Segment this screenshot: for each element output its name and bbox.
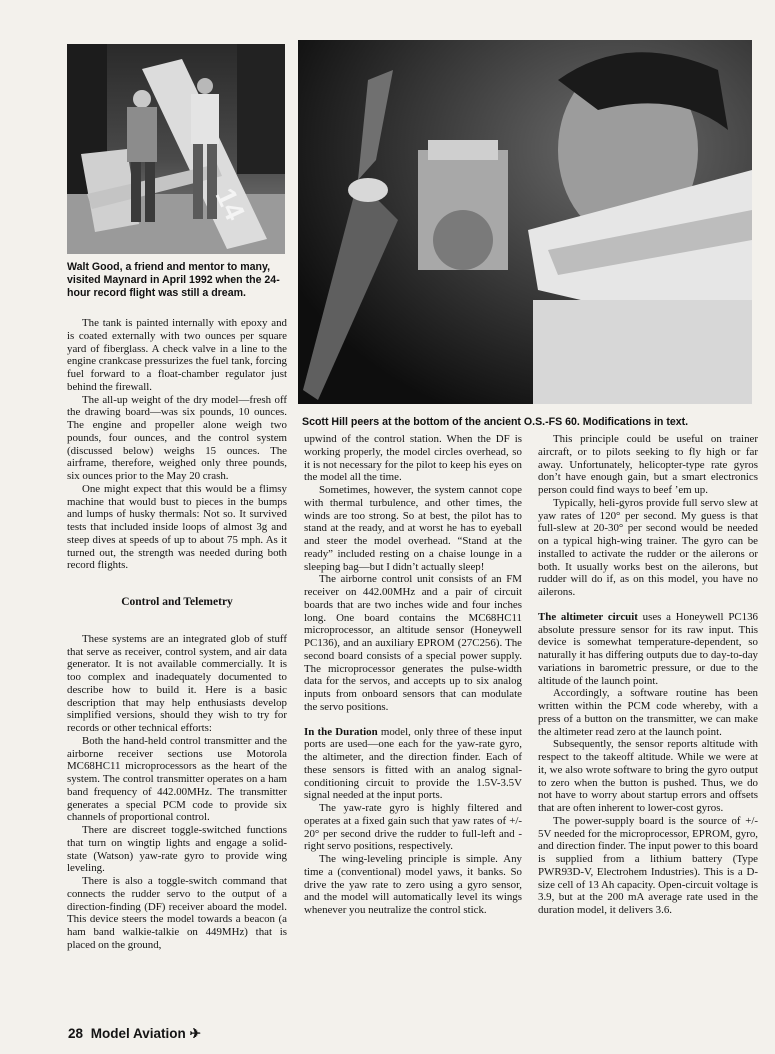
col1-paragraph: The tank is painted internally with epoxy and is coated externally with two ounces per square yard of fiberglass. A check valve in a line to the engine crankcase pressurizes the fuel tank, forcing fuel forward to a float-chamber regulator just behind the firewall.: [67, 317, 287, 393]
section-heading: Control and Telemetry: [121, 596, 233, 608]
col1-paragraph: The all-up weight of the dry model—fresh off the drawing board—was six pounds, 10 ounces. The engine and propeller alone weigh two pounds, four ounces, and the control system (discussed below) weighs 15 ounces. The airframe, therefore, weighed only three pounds, six ounces prior to the May 20 crash.: [67, 393, 287, 482]
col2-text: model, only three of these input ports are used—one each for the yaw-rate gyro, the altimeter, and the direction finder. Each of these sensors is fitted with an analog signal-conditioning circuit to provide the 1.5V-3.5V signal needed at the input ports.: [304, 725, 522, 802]
col3-text: uses a Honeywell PC136 absolute pressure sensor for its raw input. This device is somewhat temperature-dependent, so naturally it has differing outputs due to day-to-day variations in barometric pressure, or due to the altitude of the launch point.: [538, 610, 758, 687]
col1-paragraph: There is also a toggle-switch command that connects the rudder servo to the output of a direction-finding (DF) receiver aboard the model. This device steers the model towards a beacon (a ham band walkie-talkie on 449MHz) that is placed on the ground,: [67, 875, 287, 951]
photo-scott-hill-image: [298, 40, 752, 404]
page-number: 28: [68, 1026, 84, 1041]
col1-paragraph: One might expect that this would be a flimsy machine that would bust to pieces in the bumps and lumps of husky thermals: Not so. It survived tests that included inside loops of almost 3g and steep dives at speeds of up to about 75 mph. As it turned out, the strength was needed during both record flights.: [67, 482, 287, 572]
col2-paragraph: The wing-leveling principle is simple. Any time a (conventional) model yaws, it banks. So drive the yaw rate to zero using a gyro sensor, and the model will automatically level its wings whenever you neutralize the control stick.: [304, 853, 522, 916]
col3-paragraph: Typically, heli-gyros provide full servo slew at yaw rates of 120° per second. My guess is that full-slew at 20-30° per second would be needed on a typical high-wing trainer. The gyro can be installed to activate the rudder or the ailerons or both. It usually works best on the ailerons, but rudder will do if, as on this model, you have no ailerons.: [538, 496, 758, 598]
photo-walt-good: [67, 44, 285, 254]
col1-paragraph: Both the hand-held control transmitter and the airborne receiver sections use Motorola MC68HC11 microprocessors as the heart of the system. The control transmitter operates on a ham band frequency of 442.00MHz. The transmitter generates a special PCM code to provide six channels of proportional control.: [67, 734, 287, 824]
photo-walt-good-image: [67, 44, 285, 254]
page-footer: [68, 1026, 201, 1042]
col2-paragraph: Sometimes, however, the system cannot cope with thermal turbulence, and other times, the winds are too strong. So at best, the pilot has to stand at the ready, and at worst he has to eyeball and steer the model overhead. “Stand at the ready” included resting on a chaise lounge in a sleeping bag—but I didn’t actually sleep!: [304, 484, 522, 573]
col3-paragraph: Subsequently, the sensor reports altitude with respect to the takeoff altitude. While we were at it, we also wrote software to bring the gyro output to zero when the button is pushed. Thus, we do not have to worry about startup errors and offsets that are often inherent to lower-cost gyros.: [538, 738, 758, 814]
col1-paragraph: There are discreet toggle-switched functions that turn on wingtip lights and engage a solid-state (Watson) yaw-rate gyro to provide wing leveling.: [67, 824, 287, 875]
col2-paragraph: The yaw-rate gyro is highly filtered and operates at a fixed gain such that yaw rates of +/- 20° per second drive the rudder to full-left and -right servo positions, respectively.: [304, 802, 522, 853]
col3-paragraph: This principle could be useful on trainer aircraft, or to pilots seeking to fly high or far away. Unfortunately, helicopter-type rate gyros don’t have enough gain, but a smart electronics person could find ways to beef ’em up.: [538, 433, 758, 496]
column-1: [67, 317, 287, 952]
col1-paragraph: These systems are an integrated glob of stuff that serve as receiver, control system, and air data generator. It is not available commercially. It is too complex and inadequately documented to describe how to build it. Here is a basic description that may help enthusiasts develop simplified versions, should they wish to try for records or other technical efforts:: [67, 632, 287, 734]
caption-walt-good: Walt Good, a friend and mentor to many, visited Maynard in April 1992 when the 24-hour record flight was still a dream.: [67, 261, 280, 299]
magazine-name: Model Aviation: [90, 1026, 186, 1041]
col3-paragraph: The power-supply board is the source of +/- 5V needed for the microprocessor, EPROM, gyro, and direction finder. The input power to this board is supplied from a lithium battery (Type PWR93D-V, Electrohem Industries). This is a D-size cell of 13 Ah capacity. Open-circuit voltage is 3.9, but at the 200 mA average rate used in the duration model, it delivers 3.6.: [538, 814, 758, 916]
caption-scott-hill: Scott Hill peers at the bottom of the ancient O.S.-FS 60. Modifications in text.: [302, 416, 689, 428]
airplane-number: 14: [209, 183, 251, 225]
col2-lead: In the Duration: [304, 725, 378, 738]
col3-paragraph: Accordingly, a software routine has been written within the PCM code whereby, with a press of a button on the transmitter, we can make the altimeter read zero at the launch point.: [538, 687, 758, 738]
col3-paragraph: [538, 611, 758, 688]
col2-paragraph: [304, 726, 522, 803]
column-2: [304, 433, 522, 917]
col2-paragraph: The airborne control unit consists of an FM receiver on 442.00MHz and a pair of circuit boards that are two inches wide and four inches long. One board contains the MC68HC11 microprocessor, an altitude sensor (Honeywell PC136), and an auxiliary EPROM (27C256). The second board consists of a special power supply. The microprocessor generates the pulse-width data for the servos, and accepts up to six analog inputs from onboard sensors that can modulate the servo positions.: [304, 573, 522, 713]
column-3: [538, 433, 758, 917]
photo-scott-hill: [298, 40, 752, 404]
col3-lead: The altimeter circuit: [538, 610, 638, 623]
airplane-icon: ✈: [189, 1026, 201, 1041]
col2-paragraph: upwind of the control station. When the DF is working properly, the model circles overhead, so it is not necessary for the pilot to keep his eyes on the model all the time.: [304, 433, 522, 484]
